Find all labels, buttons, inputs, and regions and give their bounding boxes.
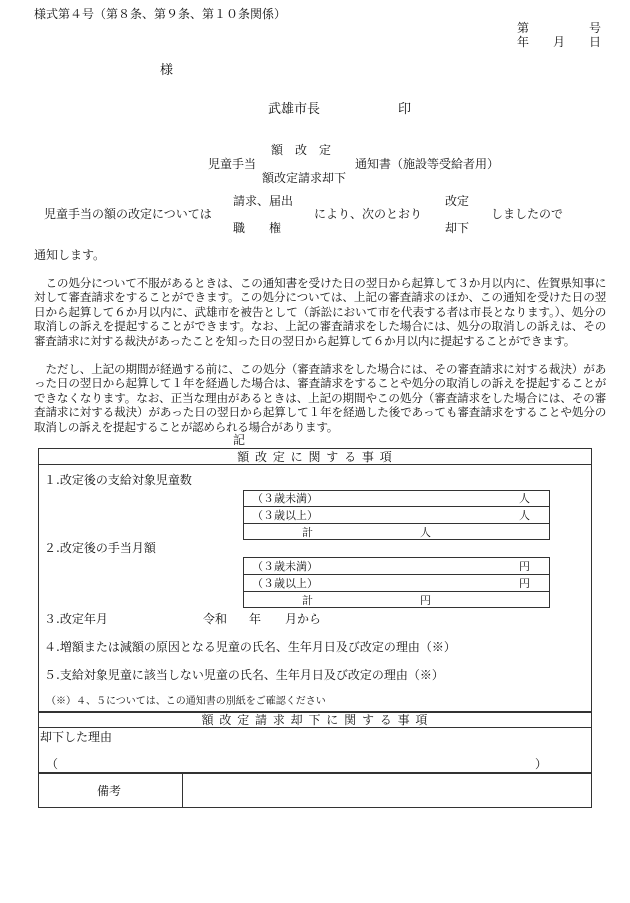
intro-lead: 児童手当の額の改定については (44, 207, 212, 221)
intro-option-request: 請求、届出 (233, 194, 294, 208)
reason-paren-close: ） (535, 757, 548, 771)
divider (243, 506, 550, 507)
ki-mark: 記 (233, 433, 246, 447)
title-option-revision: 額 改 定 (271, 143, 332, 157)
children-total-label: 計 (302, 526, 313, 539)
item-2-label: ２.改定後の手当月額 (44, 541, 156, 555)
intro-notice: 通知します。 (34, 248, 106, 262)
remarks-label: 備考 (97, 784, 122, 798)
amount-under3-unit: 円 (519, 560, 530, 573)
divider (38, 727, 592, 728)
children-over3-unit: 人 (519, 509, 530, 522)
divider (243, 574, 550, 575)
item-4-label: ４.増額または減額の原因となる児童の氏名、生年月日及び改定の理由（※） (44, 640, 456, 654)
item-3-era: 令和 (203, 612, 228, 626)
intro-tail: しましたので (491, 207, 564, 221)
children-over3-label: （３歳以上） (252, 509, 318, 522)
item-3-label: ３.改定年月 (44, 612, 108, 626)
appeal-paragraph-2: ただし、上記の期間が経過する前に、この処分（審査請求をした場合には、その審査請求に対する裁決）があった日の翌日から起算して１年を経過した場合は、審査請求をすることや処分の取消しの訴えを提起することができなくなります。なお、正当な理由があるときは、上記の期間やこの処分（審査請求をした場合には、その審査請求に対する裁決）があった日の翌日から起算して１年を経過した後であっても審査請求をすることや処分の取消しの訴えを提起することが認められる場合があります。 (34, 362, 606, 434)
revision-section-title: 額 改 定 に 関 す る 事 項 (237, 450, 393, 464)
title-option-rejection: 額改定請求却下 (262, 171, 347, 185)
title-left: 児童手当 (208, 157, 257, 171)
amount-total-label: 計 (302, 594, 313, 607)
rejection-section-title: 額 改 定 請 求 却 下 に 関 す る 事 項 (201, 713, 429, 727)
divider (182, 773, 183, 808)
number-suffix: 号 (589, 21, 602, 35)
children-under3-unit: 人 (519, 492, 530, 505)
divider (243, 591, 550, 592)
intro-option-rejected: 却下 (445, 221, 470, 235)
amount-under3-label: （３歳未満） (252, 560, 318, 573)
year-label: 年 (517, 35, 530, 49)
item-5-label: ５.支給対象児童に該当しない児童の氏名、生年月日及び改定の理由（※） (44, 668, 444, 682)
amount-over3-label: （３歳以上） (252, 577, 318, 590)
divider (243, 523, 550, 524)
intro-middle: により、次のとおり (314, 207, 423, 221)
number-prefix: 第 (517, 21, 530, 35)
attachment-note: （※）４、５については、この通知書の別紙をご確認ください (46, 696, 326, 707)
reason-paren-open: （ (46, 757, 59, 771)
children-total-unit: 人 (420, 526, 431, 539)
amount-total-unit: 円 (420, 594, 431, 607)
sender-name: 武雄市長 (268, 102, 321, 117)
title-right: 通知書（施設等受給者用） (355, 157, 500, 171)
intro-option-revised: 改定 (445, 194, 470, 208)
seal-mark: 印 (398, 102, 412, 117)
appeal-paragraph-1: この処分について不服があるときは、この通知書を受けた日の翌日から起算して３か月以内に、佐賀県知事に対して審査請求をすることができます。この処分については、上記の審査請求のほか、この通知を受けた日の翌日から起算して６か月以内に、武雄市を被告として（訴訟において市を代表する者は市長となります。）、処分の取消しの訴えを提起することができます。なお、上記の審査請求をした場合には、処分の取消しの訴えは、その審査請求に対する裁決があったことを知った日の翌日から起算して６か月以内に提起することができます。 (34, 276, 606, 348)
addressee-suffix: 様 (160, 63, 174, 78)
divider (38, 464, 592, 465)
rejection-reason-label: 却下した理由 (40, 730, 113, 744)
item-1-label: １.改定後の支給対象児童数 (44, 473, 192, 487)
intro-option-ex-officio: 職 権 (233, 221, 282, 235)
form-id: 様式第４号（第８条、第９条、第１０条関係） (34, 7, 287, 21)
remarks-row (38, 773, 592, 808)
amount-over3-unit: 円 (519, 577, 530, 590)
day-label: 日 (589, 35, 602, 49)
item-3-month: 月から (285, 612, 322, 626)
item-3-year: 年 (249, 612, 262, 626)
month-label: 月 (553, 35, 566, 49)
children-under3-label: （３歳未満） (252, 492, 318, 505)
